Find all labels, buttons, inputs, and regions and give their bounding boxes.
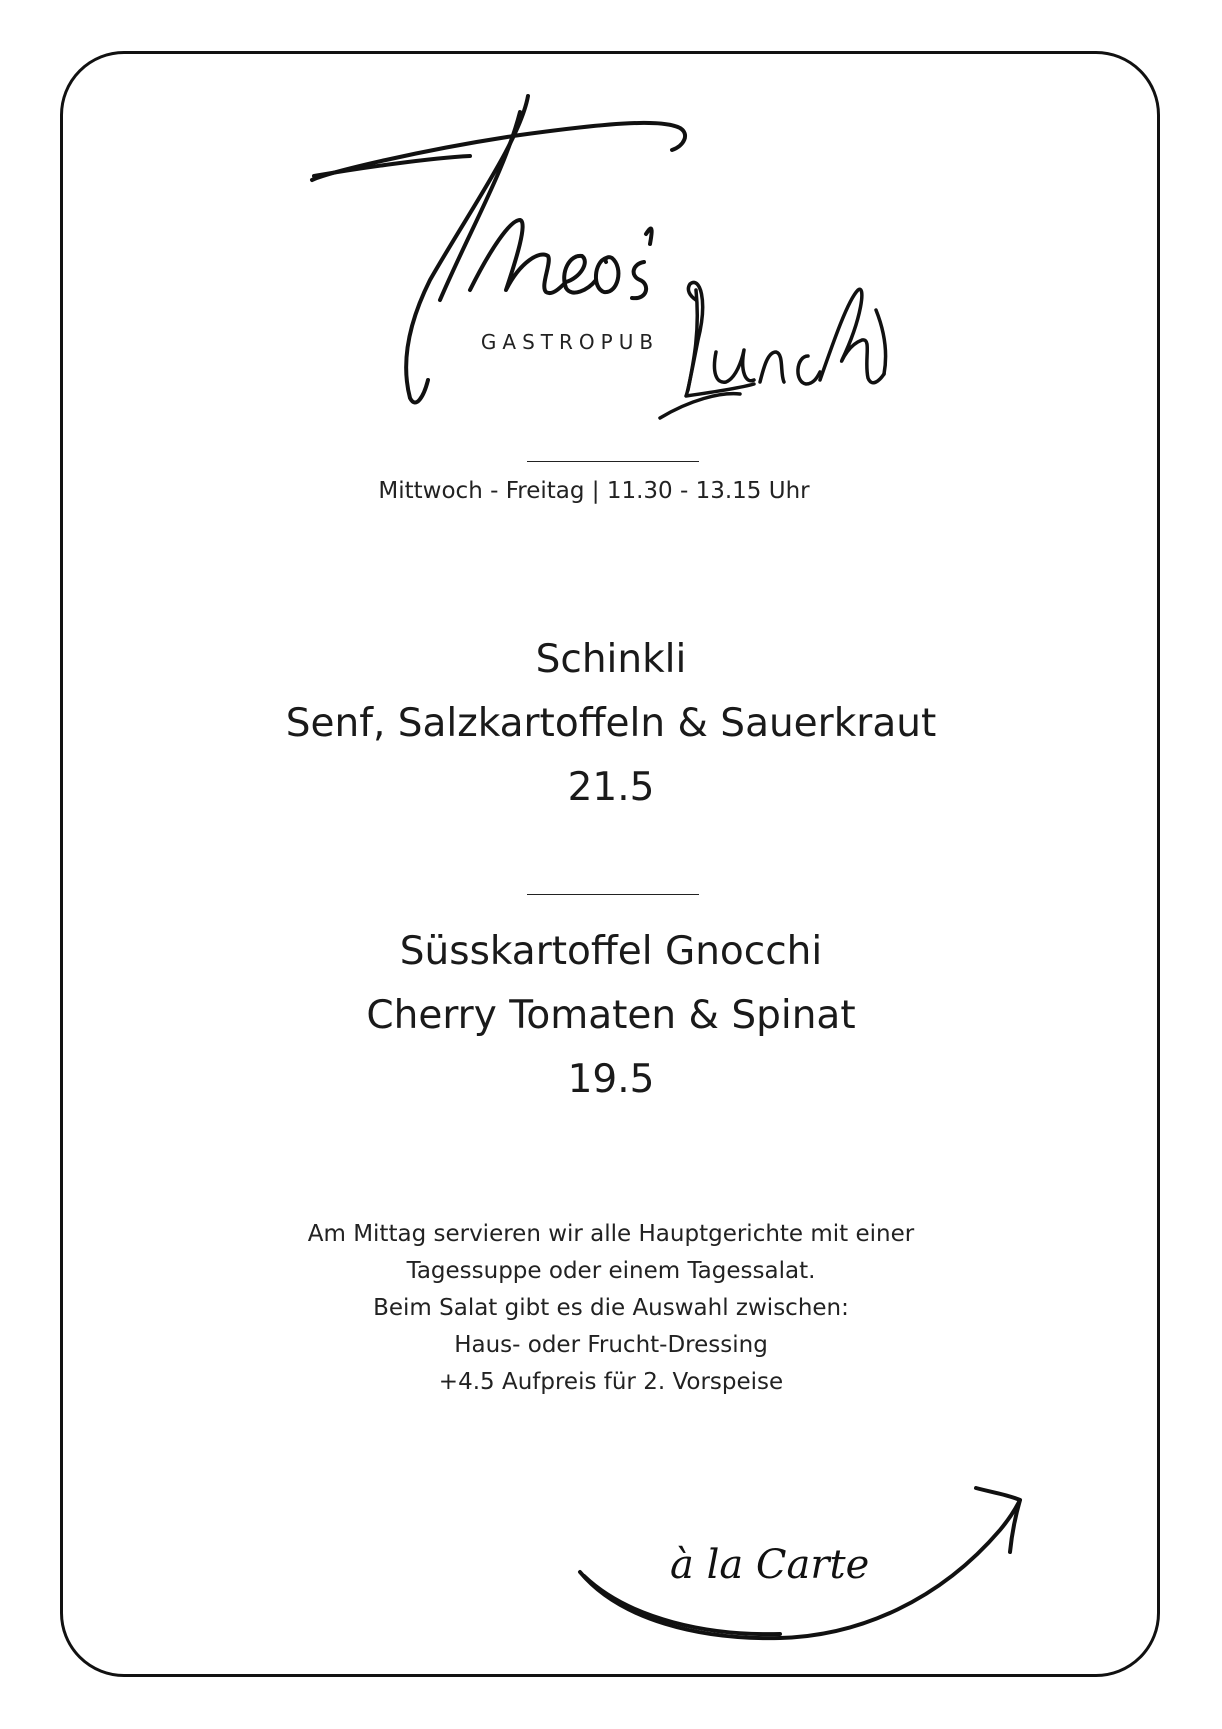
brand-subtitle: GASTROPUB <box>480 330 660 354</box>
a-la-carte-link[interactable] <box>560 1470 1080 1650</box>
dish-name: Süsskartoffel Gnocchi <box>399 929 823 974</box>
menu-item <box>0 628 1222 820</box>
lunch-note <box>0 1216 1222 1401</box>
menu-header <box>0 0 1222 440</box>
note-line: +4.5 Aufpreis für 2. Vorspeise <box>438 1369 784 1395</box>
divider-top <box>527 461 699 462</box>
dish-price: 19.5 <box>567 1057 655 1102</box>
a-la-carte-text: à la Carte <box>670 1542 870 1588</box>
note-line: Beim Salat gibt es die Auswahl zwischen: <box>373 1295 849 1321</box>
dish-name: Schinkli <box>535 637 687 682</box>
dish-description: Senf, Salzkartoffeln & Sauerkraut <box>285 701 937 746</box>
note-line: Am Mittag servieren wir alle Hauptgerichte mit einer <box>307 1221 915 1247</box>
divider-middle <box>527 894 699 895</box>
menu-item <box>0 920 1222 1112</box>
dish-description: Cherry Tomaten & Spinat <box>366 993 856 1038</box>
theos-lunch-logo <box>0 0 1222 440</box>
opening-hours: Mittwoch - Freitag | 11.30 - 13.15 Uhr <box>378 478 810 504</box>
note-line: Haus- oder Frucht-Dressing <box>454 1332 768 1358</box>
note-line: Tagessuppe oder einem Tagessalat. <box>406 1258 816 1284</box>
dish-price: 21.5 <box>567 765 655 810</box>
